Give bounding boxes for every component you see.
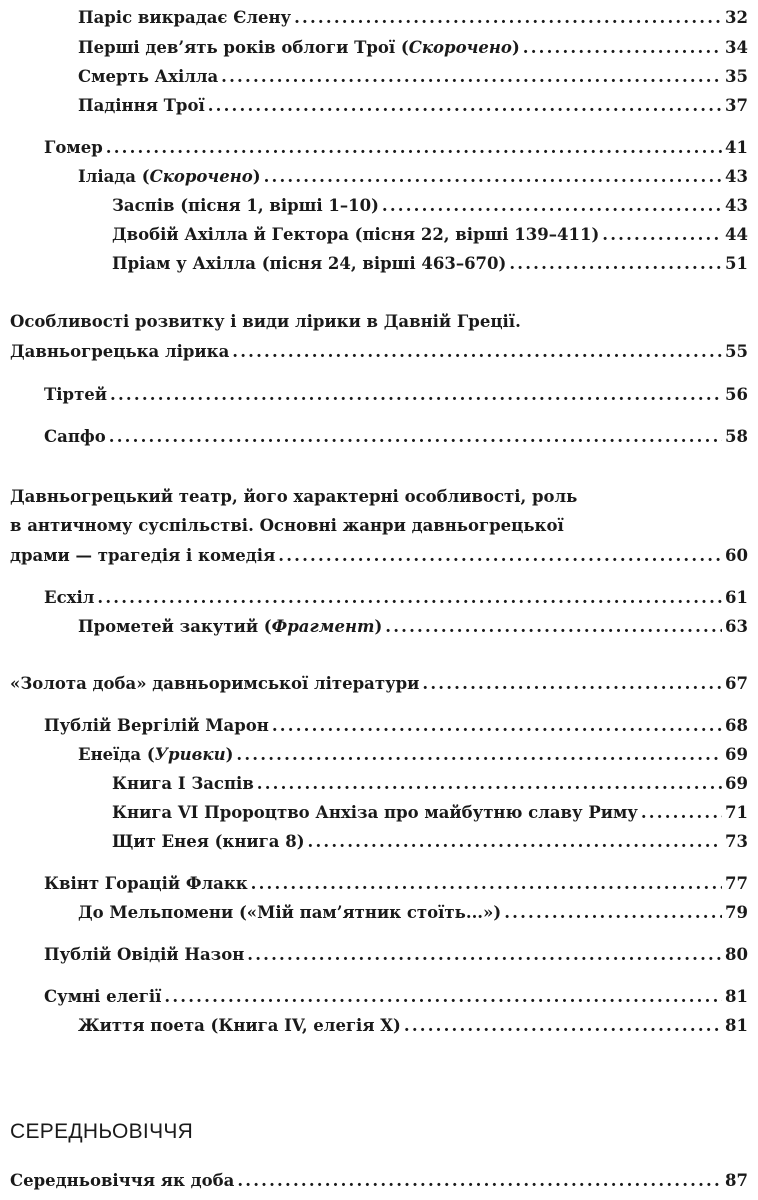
toc-entry-title: Квінт Горацій Флакк — [44, 874, 248, 893]
toc-entry-title: Публій Овідій Назон — [44, 945, 245, 964]
toc-page-number: 44 — [725, 225, 748, 244]
toc-entry-title: Прометей закутий ( — [78, 617, 272, 636]
toc-page-number: 34 — [725, 38, 748, 57]
toc-page-number: 71 — [725, 803, 748, 822]
toc-entry[interactable] — [44, 944, 748, 966]
toc-entry[interactable] — [112, 253, 748, 275]
toc-page-number: 60 — [725, 546, 748, 565]
toc-entry-title: Заспів (пісня 1, вірші 1–10) — [112, 196, 379, 215]
toc-heading-line: в античному суспільстві. Основні жанри давньогрецької — [10, 516, 564, 535]
dot-leader — [110, 384, 722, 406]
toc-entry-title: Щит Енея (книга 8) — [112, 832, 305, 851]
toc-entry-title: Перші дев’ять років облоги Трої ( — [78, 38, 409, 57]
toc-page-number: 68 — [725, 716, 748, 735]
dot-leader — [247, 944, 722, 966]
toc-entry-title: Сумні елегії — [44, 987, 162, 1006]
toc-page-number: 35 — [725, 67, 748, 86]
dot-leader — [109, 426, 722, 448]
toc-page-number: 73 — [725, 832, 748, 851]
dot-leader — [221, 66, 722, 88]
toc-entry[interactable] — [44, 873, 748, 895]
toc-page-number: 67 — [725, 674, 748, 693]
toc-entry-title: «Золота доба» давньоримської літератури — [10, 674, 420, 693]
toc-entry-title: Тіртей — [44, 385, 108, 404]
toc-entry-title: Життя поета (Книга IV, елегія X) — [78, 1016, 401, 1035]
dot-leader — [106, 137, 722, 159]
toc-entry[interactable] — [112, 224, 748, 246]
toc-entry[interactable] — [78, 1015, 748, 1037]
dot-leader — [264, 166, 722, 188]
dot-leader — [164, 986, 722, 1008]
dot-leader — [257, 773, 722, 795]
toc-entry-title: Падіння Трої — [78, 96, 205, 115]
toc-entry[interactable] — [44, 986, 748, 1008]
toc-entry[interactable] — [10, 1170, 748, 1192]
dot-leader — [308, 831, 723, 853]
toc-page-number: 87 — [725, 1171, 748, 1190]
toc-entry[interactable]: Перші дев’ять років облоги Трої (Скорочено) ..... 34 — [78, 37, 748, 59]
toc-entry[interactable] — [112, 195, 748, 217]
toc-entry[interactable] — [44, 587, 748, 609]
dot-leader — [385, 616, 722, 638]
toc-entry-title: Двобій Ахілла й Гектора (пісня 22, вірші 139–411) — [112, 225, 600, 244]
toc-entry[interactable] — [44, 715, 748, 737]
toc-entry-title: Публій Вергілій Марон — [44, 716, 269, 735]
toc-entry[interactable]: Іліада (Скорочено) ..... 43 — [78, 166, 748, 188]
dot-leader — [278, 545, 722, 567]
toc-entry[interactable] — [112, 831, 748, 853]
dot-leader — [602, 224, 722, 246]
toc-entry[interactable] — [44, 137, 748, 159]
toc-page-number: 55 — [725, 342, 748, 361]
toc-page-number: 43 — [725, 196, 748, 215]
toc-entry[interactable] — [10, 341, 748, 363]
dot-leader — [232, 341, 722, 363]
toc-page-number: 37 — [725, 96, 748, 115]
toc-entry-title: Сапфо — [44, 427, 106, 446]
dot-leader — [404, 1015, 722, 1037]
toc-page-number: 41 — [725, 138, 748, 157]
toc-entry-title: Паріс викрадає Єлену — [78, 8, 292, 27]
toc-page-number: 51 — [725, 254, 748, 273]
toc-entry[interactable] — [112, 802, 748, 824]
toc-entry-note: Скорочено — [408, 38, 512, 57]
toc-entry-note: Скорочено — [149, 167, 253, 186]
toc-page-number: 61 — [725, 588, 748, 607]
toc-entry-title: Середньовіччя як доба — [10, 1171, 235, 1190]
dot-leader — [382, 195, 722, 217]
toc-entry[interactable] — [112, 773, 748, 795]
toc-entry-note: Фрагмент — [271, 617, 375, 636]
toc-entry[interactable] — [78, 66, 748, 88]
toc-page-number: 80 — [725, 945, 748, 964]
toc-page-number: 58 — [725, 427, 748, 446]
dot-leader — [97, 587, 722, 609]
toc-heading-line: Особливості розвитку і види лірики в Давній Греції. — [10, 312, 521, 331]
toc-entry-title: Енеїда ( — [78, 745, 155, 764]
dot-leader — [251, 873, 722, 895]
toc-entry-title: Іліада ( — [78, 167, 150, 186]
toc-entry-title: Книга VI Пророцтво Анхіза про майбутню славу Риму — [112, 803, 638, 822]
toc-page-number: 79 — [725, 903, 748, 922]
toc-entry-title: Смерть Ахілла — [78, 67, 219, 86]
toc-entry-title: Есхіл — [44, 588, 95, 607]
dot-leader — [509, 253, 722, 275]
toc-page-number: 56 — [725, 385, 748, 404]
toc-entry-note: Уривки — [154, 745, 226, 764]
toc-page-number: 81 — [725, 1016, 748, 1035]
toc-page-number: 77 — [725, 874, 748, 893]
toc-entry[interactable] — [10, 673, 748, 695]
dot-leader — [236, 744, 722, 766]
toc-page-number: 69 — [725, 745, 748, 764]
dot-leader — [523, 37, 722, 59]
toc-entry[interactable]: Енеїда (Уривки) ..... 69 — [78, 744, 748, 766]
toc-entry-title: драми — трагедія і комедія — [10, 546, 276, 565]
toc-heading-line: Давньогрецький театр, його характерні особливості, роль — [10, 487, 578, 506]
toc-entry[interactable] — [78, 7, 748, 29]
toc-entry-title: Книга І Заспів — [112, 774, 254, 793]
toc-entry[interactable] — [78, 902, 748, 924]
toc-entry[interactable] — [10, 545, 748, 567]
section-heading: СЕРЕДНЬОВІЧЧЯ — [10, 1120, 194, 1143]
dot-leader — [294, 7, 722, 29]
toc-page-number: 81 — [725, 987, 748, 1006]
dot-leader — [641, 802, 722, 824]
toc-entry-title: До Мельпомени («Мій пам’ятник стоїть...») — [78, 903, 502, 922]
toc-page-number: 63 — [725, 617, 748, 636]
toc-entry[interactable] — [44, 426, 748, 448]
dot-leader — [237, 1170, 722, 1192]
dot-leader — [422, 673, 722, 695]
dot-leader — [272, 715, 722, 737]
toc-page-number: 69 — [725, 774, 748, 793]
toc-entry[interactable] — [78, 95, 748, 117]
toc-entry-title: Давньогрецька лірика — [10, 342, 230, 361]
dot-leader — [504, 902, 722, 924]
toc-page-number: 32 — [725, 8, 748, 27]
toc-entry[interactable]: Прометей закутий (Фрагмент) ..... 63 — [78, 616, 748, 638]
toc-entry-title: Гомер — [44, 138, 103, 157]
toc-entry[interactable] — [44, 384, 748, 406]
toc-entry-title: Пріам у Ахілла (пісня 24, вірші 463–670) — [112, 254, 507, 273]
toc-page-number: 43 — [725, 167, 748, 186]
dot-leader — [208, 95, 722, 117]
